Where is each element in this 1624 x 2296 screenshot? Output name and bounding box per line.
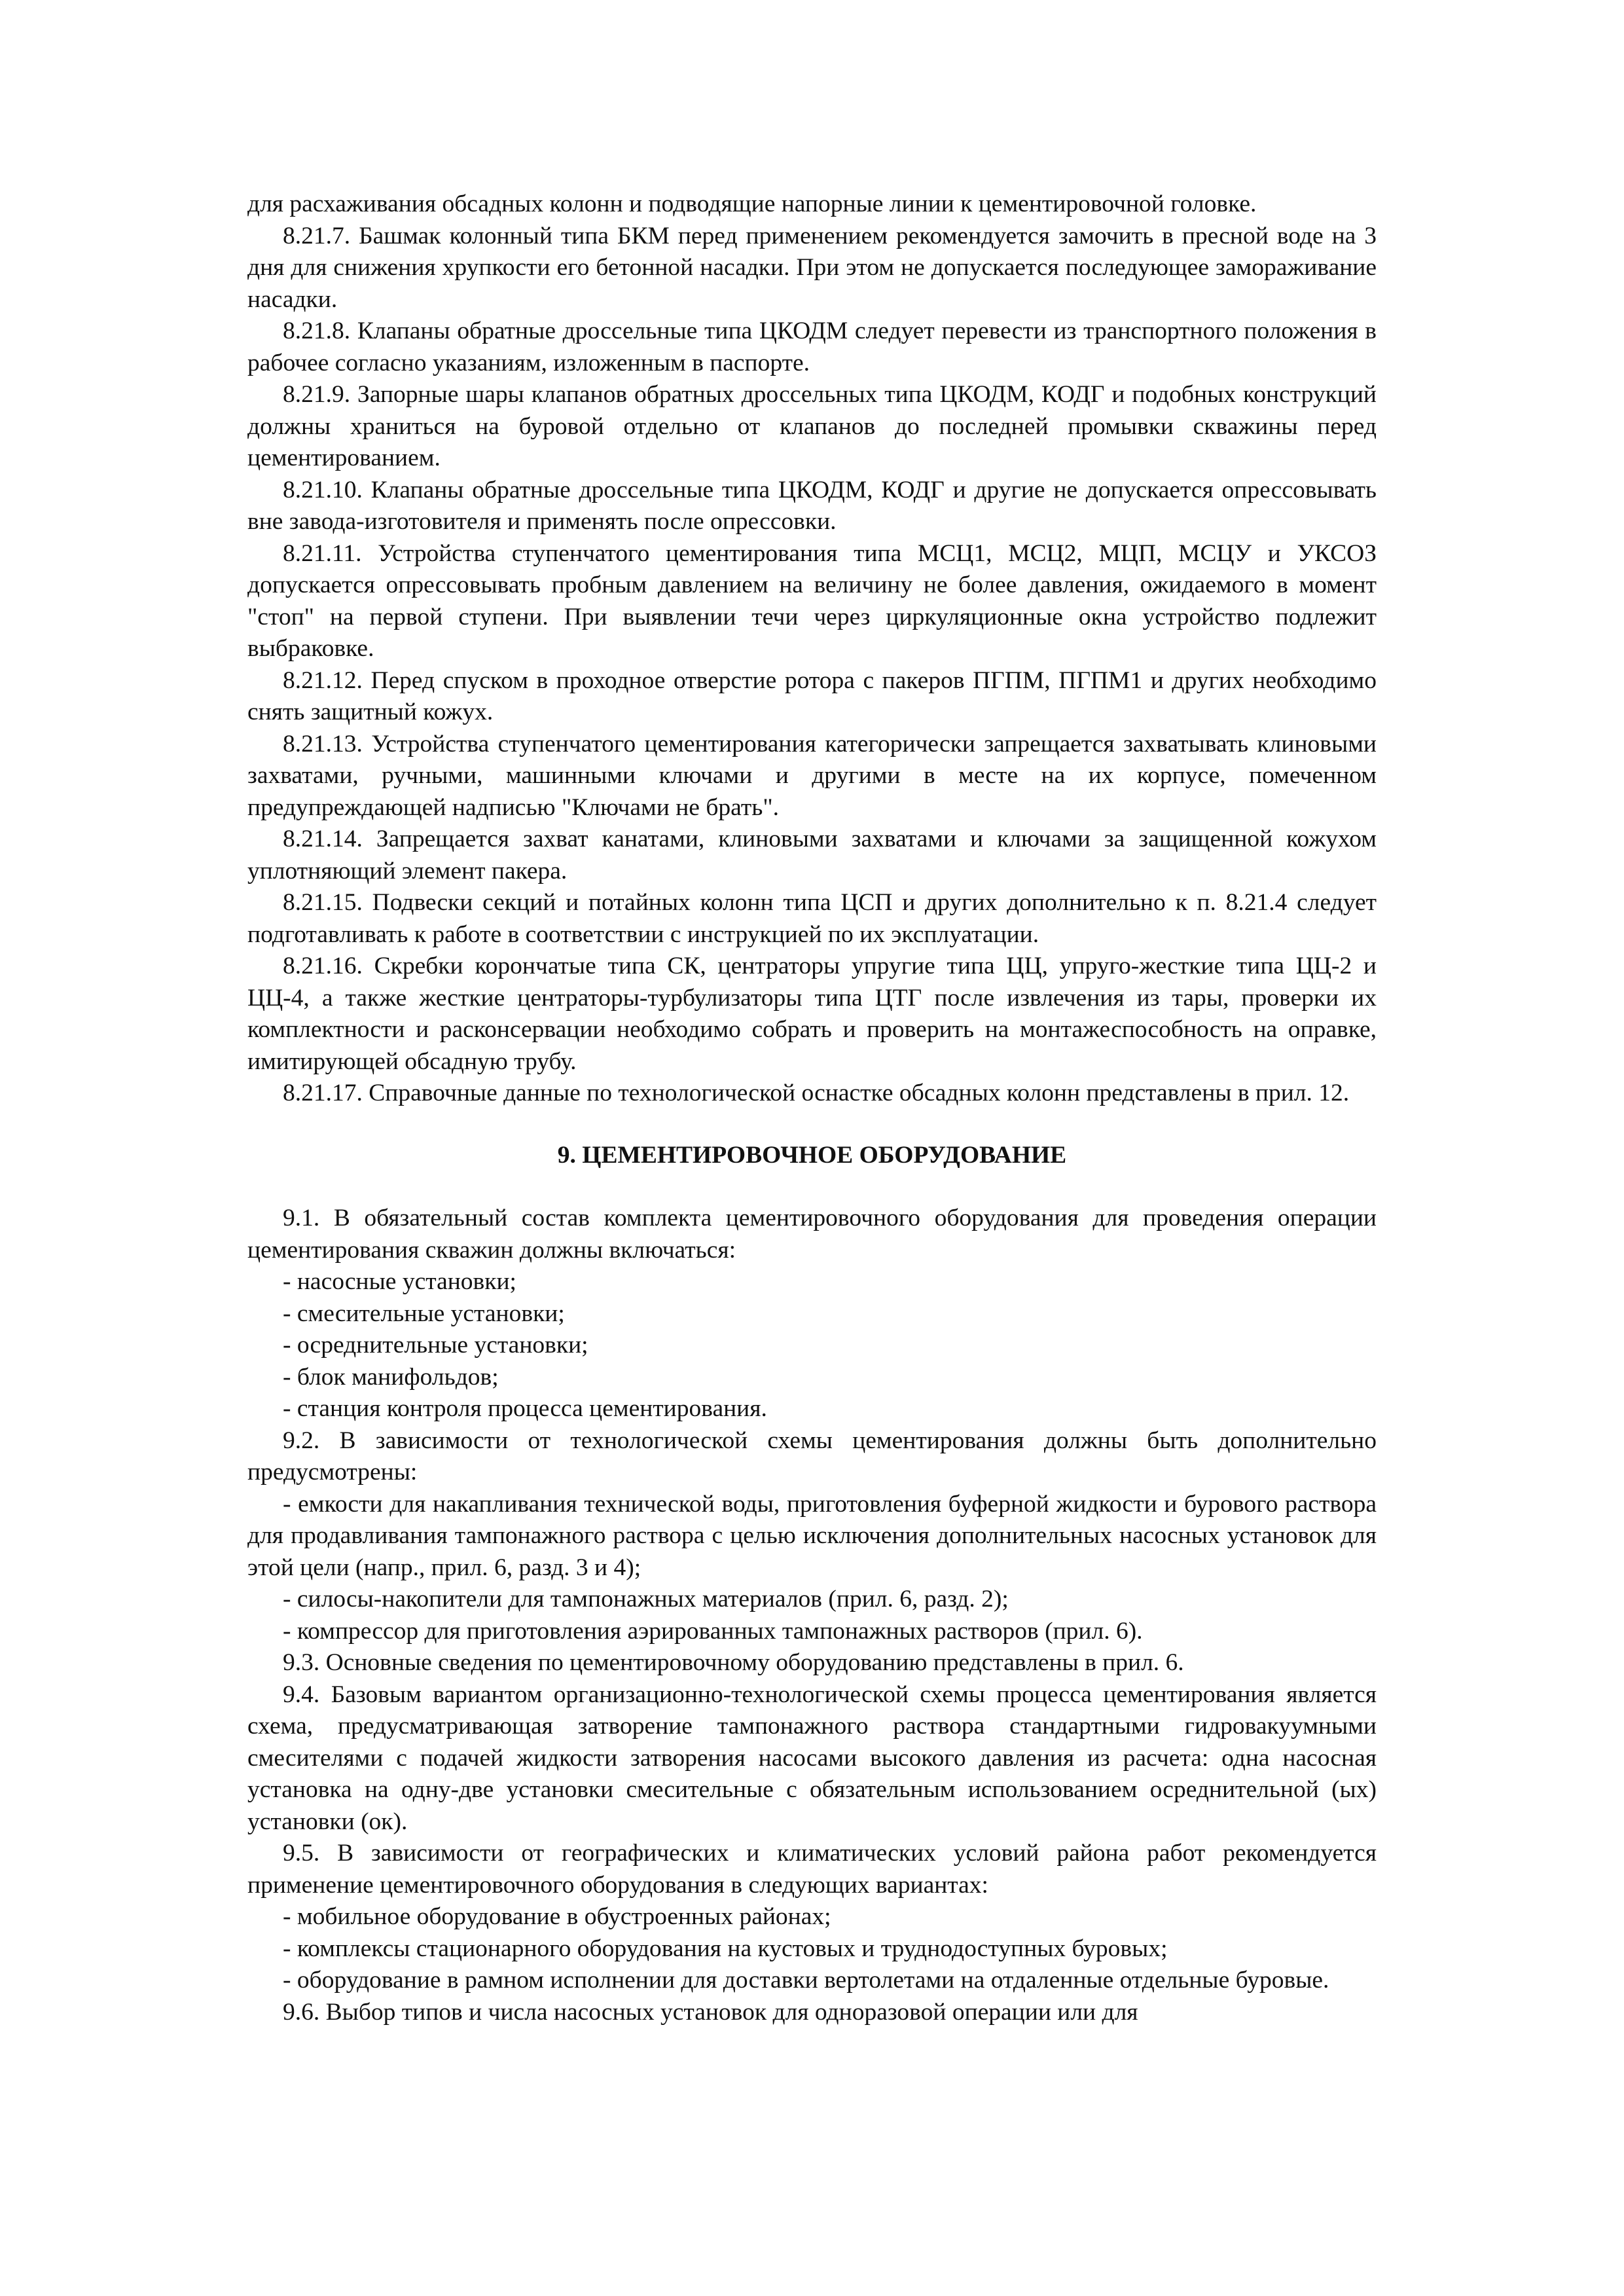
section-heading: 9. ЦЕМЕНТИРОВОЧНОЕ ОБОРУДОВАНИЕ (557, 1141, 1067, 1169)
list-item: - насосные установки; (283, 1268, 516, 1295)
list-item: - емкости для накапливания технической воды, приготовления буферной жидкости и бурового раствора для продавливания тампонажного раствора с целью исключения дополнительных насосных установок для этой цели (напр., прил. 6, разд. 3 и 4); (247, 1490, 1377, 1581)
paragraph-8-21-13: 8.21.13. Устройства ступенчатого цементирования категорически запрещается захватывать клиновыми захватами, ручными, машинными ключами и другими в месте на их корпусе, помеченном предупреждающей надписью "Ключами не брать". (247, 730, 1377, 821)
paragraph-8-21-14: 8.21.14. Запрещается захват канатами, клиновыми захватами и ключами за защищенной кожухом уплотняющий элемент пакера. (247, 826, 1377, 884)
list-item: - мобильное оборудование в обустроенных районах; (283, 1903, 831, 1930)
document-page (247, 189, 1377, 2028)
list-item: - смесительные установки; (283, 1300, 565, 1327)
paragraph-8-21-7: 8.21.7. Башмак колонный типа БКМ перед применением рекомендуется замочить в пресной воде на 3 дня для снижения хрупкости его бетонной насадки. При этом не допускается последующее замораживание насадки. (247, 222, 1377, 313)
paragraph-9-1: 9.1. В обязательный состав комплекта цементировочного оборудования для проведения операции цементирования скважин должны включаться: (247, 1205, 1377, 1264)
paragraph-8-21-11: 8.21.11. Устройства ступенчатого цементирования типа МСЦ1, МСЦ2, МЦП, МСЦУ и УКСОЗ допускается опрессовывать пробным давлением на величину не более давления, ожидаемого в момент "стоп" на первой ступени. При выявлении течи через циркуляционные окна устройство подлежит выбраковке. (247, 539, 1377, 662)
paragraph-8-21-10: 8.21.10. Клапаны обратные дроссельные типа ЦКОДМ, КОДГ и другие не допускается опрессовывать вне завода-изготовителя и применять после опрессовки. (247, 476, 1377, 535)
paragraph-8-21-12: 8.21.12. Перед спуском в проходное отверстие ротора с пакеров ПГПМ, ПГПМ1 и других необходимо снять защитный кожух. (247, 666, 1377, 725)
list-item: - комплексы стационарного оборудования на кустовых и труднодоступных буровых; (283, 1935, 1168, 1962)
paragraph-8-21-16: 8.21.16. Скребки корончатые типа СК, центраторы упругие типа ЦЦ, упруго-жесткие типа ЦЦ-2 и ЦЦ-4, а также жесткие центраторы-турбулизаторы типа ЦТГ после извлечения из тары, проверки их комплектности и расконсервации необходимо собрать и проверить на монтажеспособность на оправке, имитирующей обсадную трубу. (247, 953, 1377, 1075)
list-item: - компрессор для приготовления аэрированных тампонажных растворов (прил. 6). (283, 1617, 1143, 1645)
paragraph-9-3: 9.3. Основные сведения по цементировочному оборудованию представлены в прил. 6. (283, 1649, 1184, 1676)
list-item: - станция контроля процесса цементирования. (283, 1395, 767, 1422)
list-item: - оборудование в рамном исполнении для доставки вертолетами на отдаленные отдельные буровые. (283, 1967, 1329, 1994)
paragraph-continuation: для расхаживания обсадных колонн и подводящие напорные линии к цементировочной головке. (247, 191, 1257, 217)
paragraph-8-21-15: 8.21.15. Подвески секций и потайных колонн типа ЦСП и других дополнительно к п. 8.21.4 следует подготавливать к работе в соответствии с инструкцией по их эксплуатации. (247, 889, 1377, 948)
paragraph-9-6: 9.6. Выбор типов и числа насосных установок для одноразовой операции или для (283, 1998, 1138, 2026)
paragraph-9-2: 9.2. В зависимости от технологической схемы цементирования должны быть дополнительно предусмотрены: (247, 1427, 1377, 1485)
list-item: - блок манифольдов; (283, 1363, 499, 1391)
list-item: - осреднительные установки; (283, 1332, 588, 1358)
paragraph-9-5: 9.5. В зависимости от географических и климатических условий района работ рекомендуется применение цементировочного оборудования в следующих вариантах: (247, 1840, 1377, 1899)
list-item: - силосы-накопители для тампонажных материалов (прил. 6, разд. 2); (283, 1586, 1009, 1613)
paragraph-8-21-9: 8.21.9. Запорные шары клапанов обратных дроссельных типа ЦКОДМ, КОДГ и подобных конструкций должны храниться на буровой отдельно от клапанов до последней промывки скважины перед цементированием. (247, 381, 1377, 471)
paragraph-9-4: 9.4. Базовым вариантом организационно-технологической схемы процесса цементирования является схема, предусматривающая затворение тампонажного раствора стандартными гидровакуумными смесителями с подачей жидкости затворения насосами высокого давления из расчета: одна насосная установка на одну-две установки смесительные с обязательным использованием осреднительной (ых) установки (ок). (247, 1681, 1377, 1835)
paragraph-8-21-8: 8.21.8. Клапаны обратные дроссельные типа ЦКОДМ следует перевести из транспортного положения в рабочее согласно указаниям, изложенным в паспорте. (247, 318, 1377, 376)
paragraph-8-21-17: 8.21.17. Справочные данные по технологической оснастке обсадных колонн представлены в прил. 12. (283, 1080, 1350, 1106)
